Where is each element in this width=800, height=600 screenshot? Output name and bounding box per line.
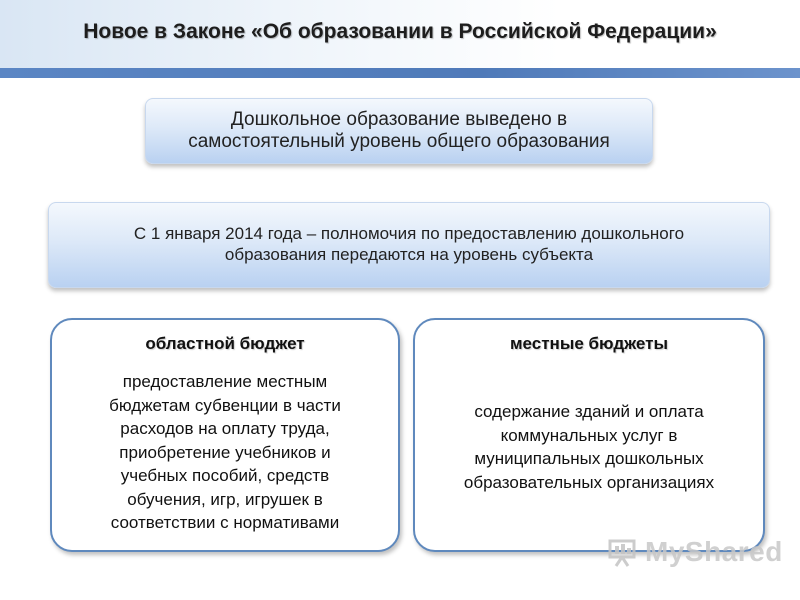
watermark-text: MyShared xyxy=(645,536,783,567)
regional-budget-line: расходов на оплату труда, xyxy=(120,419,330,438)
preschool-level-line-1: Дошкольное образование выведено в xyxy=(230,109,568,130)
presentation-icon xyxy=(607,538,639,568)
local-budgets-text xyxy=(415,400,763,494)
authority-transfer-line-1: С 1 января 2014 года – полномочия по предоставлению дошкольного xyxy=(133,224,685,243)
regional-budget-title: областной бюджет xyxy=(145,334,305,353)
slide-title: Новое в Законе «Об образовании в Российской Федерации» xyxy=(83,20,717,43)
preschool-level-line-2: самостоятельный уровень общего образования xyxy=(188,131,610,152)
regional-budget-panel xyxy=(50,318,400,552)
preschool-level-box xyxy=(145,98,653,164)
regional-budget-line: соответствии с нормативами xyxy=(110,513,340,532)
local-budgets-line: содержание зданий и оплата xyxy=(474,402,704,421)
local-budgets-title: местные бюджеты xyxy=(509,334,669,353)
authority-transfer-box xyxy=(48,202,770,288)
authority-transfer-line-2: образования передаются на уровень субъекта xyxy=(224,245,594,264)
regional-budget-line: предоставление местным xyxy=(122,372,328,391)
local-budgets-line: коммунальных услуг в xyxy=(500,425,678,445)
regional-budget-line: приобретение учебников и xyxy=(119,442,331,462)
local-budgets-panel xyxy=(413,318,765,552)
regional-budget-line: обучения, игр, игрушек в xyxy=(127,489,323,509)
local-budgets-line: муниципальных дошкольных xyxy=(474,449,704,468)
regional-budget-line: бюджетам субвенции в части xyxy=(109,395,341,415)
regional-budget-text xyxy=(52,370,398,535)
regional-budget-line: учебных пособий, средств xyxy=(120,466,330,485)
local-budgets-line: образовательных организациях xyxy=(463,472,715,492)
header-stripe xyxy=(0,68,800,78)
watermark-logo xyxy=(607,536,783,570)
